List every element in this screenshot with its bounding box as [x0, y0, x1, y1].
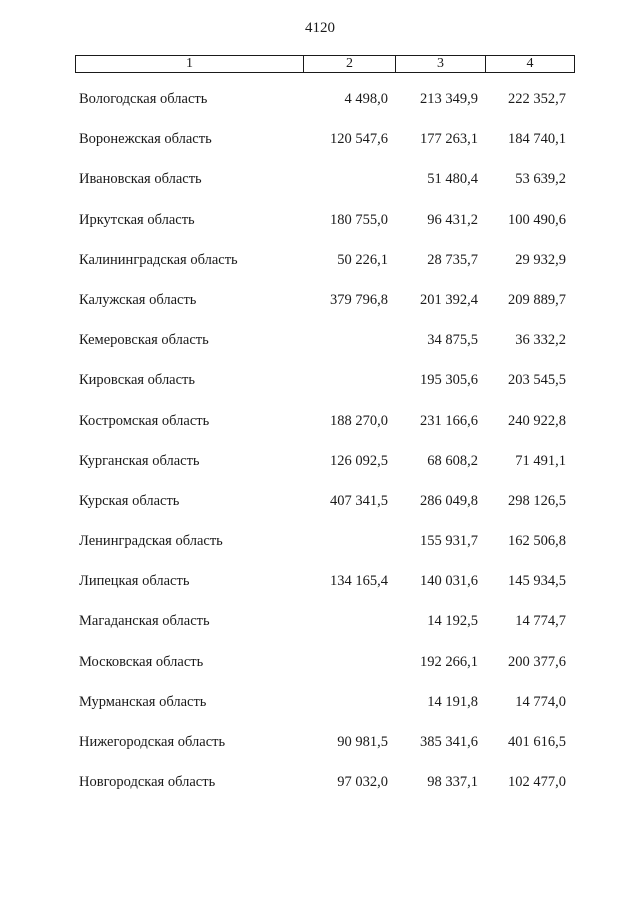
region-name: Ивановская область: [79, 171, 202, 188]
table-row: [0, 290, 640, 330]
value-col-2: 120 547,6: [330, 131, 388, 148]
table-row: [0, 772, 640, 812]
value-col-3: 51 480,4: [427, 171, 478, 188]
column-header-2: 2: [304, 56, 396, 73]
table-row: [0, 611, 640, 651]
value-col-4: 184 740,1: [508, 131, 566, 148]
page-number: 4120: [305, 20, 335, 36]
region-name: Иркутская область: [79, 211, 195, 228]
value-col-4: 14 774,7: [515, 613, 566, 630]
table-row: [0, 210, 640, 250]
table-row: [0, 250, 640, 290]
value-col-3: 195 305,6: [420, 372, 478, 389]
value-col-2: 90 981,5: [337, 734, 388, 750]
column-header-table: [75, 55, 575, 73]
value-col-4: 203 545,5: [508, 372, 566, 389]
value-col-3: 177 263,1: [420, 131, 478, 148]
value-col-2: 134 165,4: [330, 573, 388, 590]
region-name: Курская область: [79, 492, 180, 509]
value-col-3: 286 049,8: [420, 492, 478, 509]
value-col-3: 28 735,7: [427, 251, 478, 268]
value-col-2: 97 032,0: [337, 774, 388, 791]
column-header-3: 3: [396, 56, 486, 73]
table-row: [0, 129, 640, 169]
value-col-2: 4 498,0: [344, 91, 388, 107]
region-name: Кемеровская область: [79, 332, 209, 349]
value-col-3: 231 166,6: [420, 412, 478, 429]
region-name: Нижегородская область: [79, 734, 226, 750]
value-col-3: 34 875,5: [427, 332, 478, 349]
value-col-3: 14 191,8: [427, 693, 478, 710]
value-col-4: 222 352,7: [508, 91, 566, 107]
table-row: [0, 89, 640, 129]
value-col-4: 162 506,8: [508, 533, 566, 550]
table-row: [0, 330, 640, 370]
value-col-2: 180 755,0: [330, 211, 388, 228]
table-row: [0, 732, 640, 772]
table-row: [0, 370, 640, 410]
value-col-4: 53 639,2: [515, 171, 566, 188]
column-header-1: 1: [76, 56, 304, 73]
value-col-4: 401 616,5: [508, 734, 566, 750]
region-name: Липецкая область: [79, 573, 190, 590]
region-name: Костромская область: [79, 412, 210, 429]
value-col-4: 145 934,5: [508, 573, 566, 590]
value-col-2: 126 092,5: [330, 452, 388, 469]
region-name: Московская область: [79, 653, 204, 670]
region-name: Магаданская область: [79, 613, 210, 630]
value-col-4: 36 332,2: [515, 332, 566, 349]
table-row: [0, 451, 640, 491]
value-col-4: 100 490,6: [508, 211, 566, 228]
table-row: [0, 491, 640, 531]
value-col-4: 29 932,9: [515, 251, 566, 268]
region-name: Калининградская область: [79, 251, 238, 268]
value-col-4: 71 491,1: [515, 452, 566, 469]
table-row: [0, 169, 640, 209]
value-col-4: 14 774,0: [515, 693, 566, 710]
value-col-2: 50 226,1: [337, 251, 388, 268]
value-col-4: 200 377,6: [508, 653, 566, 670]
value-col-3: 192 266,1: [420, 653, 478, 670]
value-col-3: 98 337,1: [427, 774, 478, 791]
value-col-3: 140 031,6: [420, 573, 478, 590]
region-name: Ленинградская область: [79, 533, 223, 550]
table-row: [0, 692, 640, 732]
region-name: Воронежская область: [79, 131, 212, 148]
value-col-3: 385 341,6: [420, 734, 478, 750]
value-col-2: 188 270,0: [330, 412, 388, 429]
value-col-2: 379 796,8: [330, 291, 388, 308]
region-name: Вологодская область: [79, 91, 208, 107]
table-row: [0, 571, 640, 611]
table-row: [0, 411, 640, 451]
value-col-4: 298 126,5: [508, 492, 566, 509]
value-col-3: 68 608,2: [427, 452, 478, 469]
value-col-3: 155 931,7: [420, 533, 478, 550]
table-row: [0, 531, 640, 571]
value-col-2: 407 341,5: [330, 492, 388, 509]
region-name: Кировская область: [79, 372, 196, 389]
value-col-4: 240 922,8: [508, 412, 566, 429]
column-header-4: 4: [486, 56, 575, 73]
value-col-4: 209 889,7: [508, 291, 566, 308]
region-table-body: [0, 89, 640, 812]
region-name: Калужская область: [79, 291, 197, 308]
table-row: [0, 652, 640, 692]
region-name: Курганская область: [79, 452, 200, 469]
region-name: Новгородская область: [79, 774, 216, 791]
value-col-3: 213 349,9: [420, 91, 478, 107]
value-col-3: 201 392,4: [420, 291, 478, 308]
value-col-4: 102 477,0: [508, 774, 566, 791]
region-name: Мурманская область: [79, 693, 207, 710]
value-col-3: 96 431,2: [427, 211, 478, 228]
value-col-3: 14 192,5: [427, 613, 478, 630]
column-header-row: [76, 56, 575, 73]
